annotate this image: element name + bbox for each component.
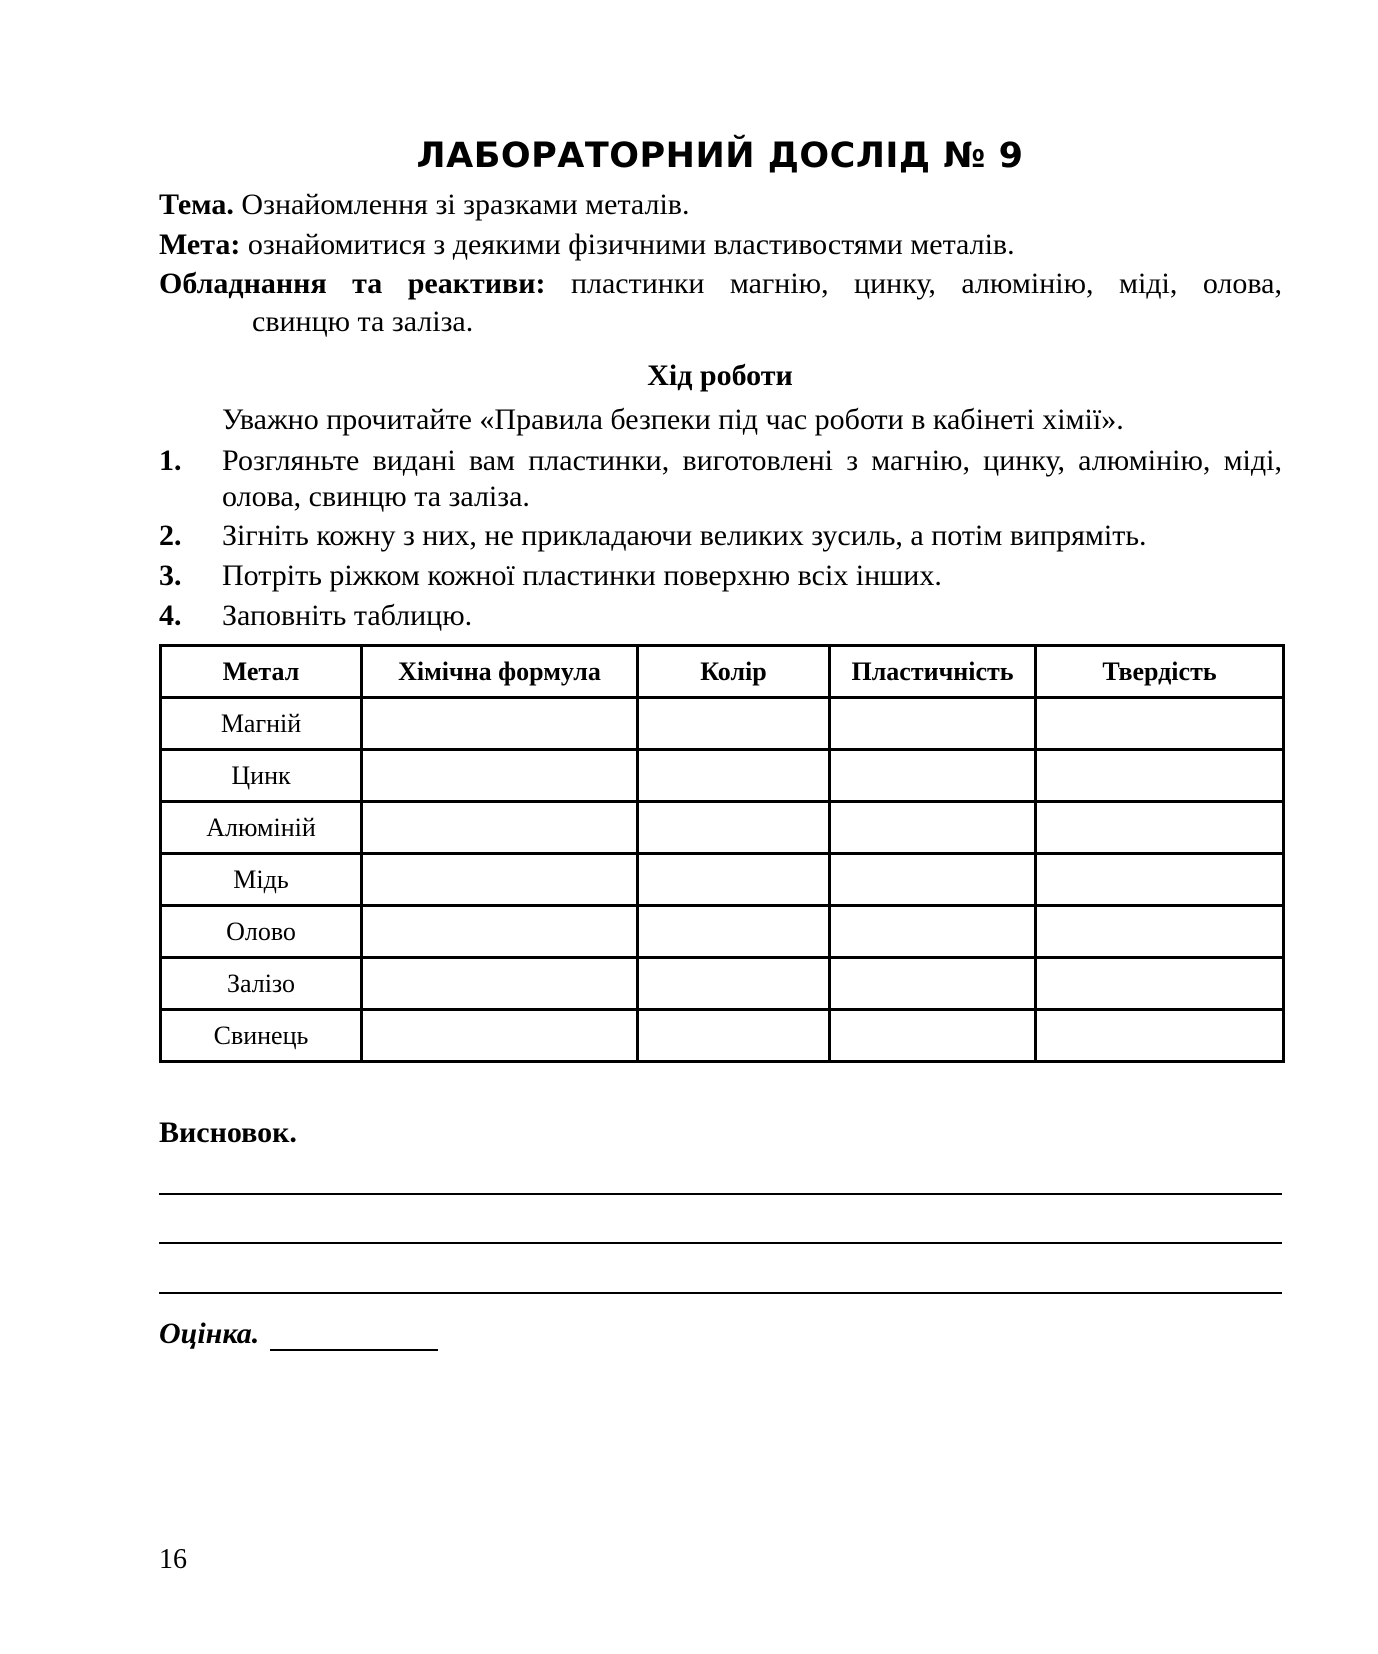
table-row: [161, 750, 1284, 802]
color-cell[interactable]: [638, 958, 830, 1010]
grade-label: Оцінка.: [159, 1317, 260, 1350]
hardness-cell[interactable]: [1036, 854, 1284, 906]
metal-name: Мідь: [161, 854, 362, 906]
formula-cell[interactable]: [362, 906, 638, 958]
formula-cell[interactable]: [362, 802, 638, 854]
procedure-intro: Уважно прочитайте «Правила безпеки під час роботи в кабінеті хімії».: [222, 403, 1124, 436]
procedure-heading: Хід роботи: [647, 359, 793, 392]
color-cell[interactable]: [638, 802, 830, 854]
metal-name: Цинк: [161, 750, 362, 802]
goal-label: Мета:: [159, 228, 241, 261]
formula-cell[interactable]: [362, 1010, 638, 1062]
formula-cell[interactable]: [362, 958, 638, 1010]
metal-name: Алюміній: [161, 802, 362, 854]
step-number: 4.: [159, 599, 182, 632]
formula-cell[interactable]: [362, 854, 638, 906]
table-row: [161, 854, 1284, 906]
step-text: Заповніть таблицю.: [222, 599, 473, 632]
hardness-cell[interactable]: [1036, 1010, 1284, 1062]
table-row: [161, 958, 1284, 1010]
equipment-text-2: свинцю та заліза.: [252, 305, 474, 338]
header-color: Колір: [638, 646, 830, 698]
plasticity-cell[interactable]: [830, 906, 1036, 958]
plasticity-cell[interactable]: [830, 802, 1036, 854]
plasticity-cell[interactable]: [830, 958, 1036, 1010]
step-text: Розгляньте видані вам пластинки, виготовлені з магнію, цинку, алюмінію, міді,: [222, 444, 1282, 477]
header-metal: Метал: [161, 646, 362, 698]
table-row: [161, 802, 1284, 854]
step-number: 2.: [159, 519, 182, 552]
hardness-cell[interactable]: [1036, 750, 1284, 802]
hardness-cell[interactable]: [1036, 958, 1284, 1010]
formula-cell[interactable]: [362, 698, 638, 750]
page-title: ЛАБОРАТОРНИЙ ДОСЛІД № 9: [416, 136, 1024, 176]
table-row: [161, 906, 1284, 958]
color-cell[interactable]: [638, 750, 830, 802]
topic-label: Тема.: [159, 188, 234, 221]
hardness-cell[interactable]: [1036, 802, 1284, 854]
grade-answer-line[interactable]: [270, 1349, 438, 1351]
equipment-label: Обладнання та реактиви:: [159, 267, 546, 300]
step-text-continued: олова, свинцю та заліза.: [222, 480, 530, 513]
equipment-line: [159, 266, 1282, 302]
header-plasticity: Пластичність: [830, 646, 1036, 698]
step-number: 1.: [159, 444, 182, 477]
conclusion-answer-line[interactable]: [159, 1292, 1282, 1294]
metal-name: Залізо: [161, 958, 362, 1010]
conclusion-label: Висновок.: [159, 1116, 297, 1149]
color-cell[interactable]: [638, 906, 830, 958]
plasticity-cell[interactable]: [830, 1010, 1036, 1062]
color-cell[interactable]: [638, 1010, 830, 1062]
color-cell[interactable]: [638, 698, 830, 750]
topic-line: [159, 187, 689, 223]
table-row: [161, 1010, 1284, 1062]
header-formula: Хімічна формула: [362, 646, 638, 698]
plasticity-cell[interactable]: [830, 750, 1036, 802]
metal-name: Магній: [161, 698, 362, 750]
step-number: 3.: [159, 559, 182, 592]
conclusion-answer-line[interactable]: [159, 1242, 1282, 1244]
color-cell[interactable]: [638, 854, 830, 906]
conclusion-answer-line[interactable]: [159, 1193, 1282, 1195]
hardness-cell[interactable]: [1036, 698, 1284, 750]
metals-table: [159, 644, 1285, 1063]
equipment-text-1: пластинки магнію, цинку, алюмінію, міді, олова,: [570, 267, 1282, 300]
hardness-cell[interactable]: [1036, 906, 1284, 958]
formula-cell[interactable]: [362, 750, 638, 802]
page-number: 16: [159, 1544, 187, 1575]
table-row: [161, 698, 1284, 750]
step-text: Потріть ріжком кожної пластинки поверхню всіх інших.: [222, 559, 942, 592]
metal-name: Олово: [161, 906, 362, 958]
plasticity-cell[interactable]: [830, 854, 1036, 906]
plasticity-cell[interactable]: [830, 698, 1036, 750]
header-hardness: Твердість: [1036, 646, 1284, 698]
metal-name: Свинець: [161, 1010, 362, 1062]
step-text: Зігніть кожну з них, не прикладаючи великих зусиль, а потім випряміть.: [222, 519, 1147, 552]
table-header-row: [161, 646, 1284, 698]
topic-text: Ознайомлення зі зразками металів.: [241, 188, 690, 221]
goal-text: ознайомитися з деякими фізичними властивостями металів.: [247, 228, 1015, 261]
goal-line: [159, 227, 1015, 263]
